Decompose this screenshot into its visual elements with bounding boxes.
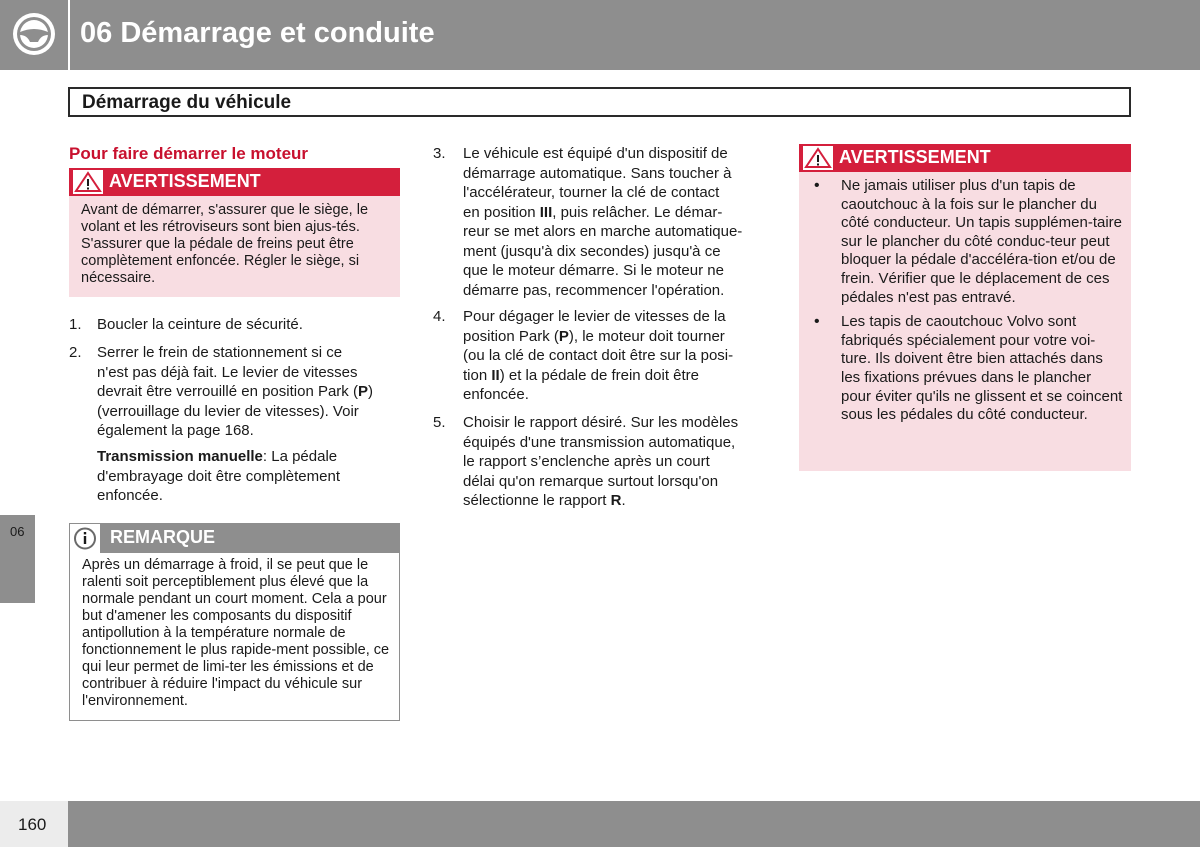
section-title-box [68,87,1131,117]
step-line: démarrage automatique. Sans toucher à [463,164,732,182]
list-item: • Ne jamais utiliser plus d'un tapis de caoutchouc à la fois sur le plancher du côté conducteur. Un tapis supplémen-taire sur le plancher du côté conduc-teur peut bloquer la pédale d'accéléra-tion et/ou de frein. Vérifier que le déplacement de ces pédales n'est pas entravé. [811,177,1123,307]
step-line: reur se met alors en marche automatique- [463,223,743,240]
info-icon [70,524,100,553]
step-line: (ou la clé de contact doit être sur la posi- [463,347,734,364]
manual-transmission-text: : La pédale [262,448,338,465]
step-line: devrait être verrouillé en position Park ( [97,383,358,400]
step-text [463,307,773,405]
step-line: l'accélérateur, tourner la clé de contact [463,184,720,201]
step-number: 3. [433,145,446,162]
step-line: démarre pas, recommencer l'opération. [463,281,725,299]
manual-transmission-label: Transmission manuelle [97,448,263,465]
chapter-icon-area [0,0,68,70]
chapter-header [70,0,1200,70]
steering-wheel-icon [11,11,57,57]
step-line: en position III, puis relâcher. Le démar- [463,203,723,221]
step-line: enfoncée. [463,386,529,403]
warning-header [799,144,1131,172]
note-text: Après un démarrage à froid, il se peut que le ralenti soit perceptiblement plus élevé que la normale pendant un court moment. Cela a pour but d'amener les composants du dispositif antipollution à la température normale de fonctionnement le plus rapide-ment possible, ce qui leur permet de limi-ter les émissions et de contribuer à réduire l'impact du véhicule sur l'environnement. [82,557,390,709]
park-symbol: P [558,327,569,345]
warning-triangle-icon [73,170,103,194]
step-number: 4. [433,308,446,325]
note-title: REMARQUE [110,527,216,547]
park-symbol: P [357,383,368,400]
step-line: tion II) et la pédale de frein doit être [463,366,699,384]
step-line: Serrer le frein de stationnement si ce [97,344,343,361]
step-line: ment (jusqu'à dix secondes) jusqu'à ce [463,242,721,260]
step-line: sélectionne le rapport R. [463,492,626,509]
list-item: • Les tapis de caoutchouc Volvo sont fabriqués spécialement pour votre voi-ture. Ils doivent être bien attachés dans les fixations prévues dans le plancher pour éviter qu'ils ne glissent et se coincent sous les pédales du côté conducteur. [811,313,1123,425]
reverse-gear-symbol: R [610,492,622,509]
step-line: Choisir le rapport désiré. Sur les modèles [463,414,739,431]
step-line: que le moteur démarre. Si le moteur ne [463,262,724,279]
chapter-title: 06 Démarrage et conduite [80,17,435,49]
manual-transmission-note [97,447,402,506]
warning-text: Avant de démarrer, s'assurer que le siège, le volant et les rétroviseurs sont bien ajus-tés. S'assurer que la pédale de freins peut être complètement enfoncée. Régler le siège, si nécessaire. [81,202,369,286]
step-line: d'embrayage doit être complètement [97,467,340,485]
step-number: 1. [69,316,82,333]
step-line: le rapport s’enclenche après un court [463,453,710,470]
warning-title: AVERTISSEMENT [839,147,991,167]
side-tab-label: 06 [10,524,25,539]
warning-triangle-icon [803,146,833,170]
warning-bullet-list [811,177,1123,431]
page-number: 160 [18,815,47,834]
chapter-side-tab [0,515,35,603]
step-text [97,315,402,335]
page-reference: également la page 168. [97,422,254,439]
step-line: équipés d'une transmission automatique, [463,433,736,451]
step-line: Le véhicule est équipé d'un dispositif de [463,145,728,162]
step-line: Boucler la ceinture de sécurité. [97,316,303,333]
step-line: n'est pas déjà fait. Le levier de vitesses [97,363,358,381]
step-line: Pour dégager le levier de vitesses de la [463,308,726,325]
step-line: délai qu'on remarque surtout lorsqu'on [463,472,719,490]
key-position-ii: II [491,366,500,384]
step-line: position Park (P), le moteur doit tourner [463,327,725,345]
step-number: 2. [69,344,82,361]
warning-box-left [69,168,400,297]
section-title: Démarrage du véhicule [82,92,292,113]
step-text [463,144,773,300]
step-line: enfoncée. [97,487,163,504]
note-box [69,523,400,721]
step-text [463,413,773,511]
step-line: devrait être verrouillé en position Park (P) [97,383,373,400]
note-header [70,524,399,553]
warning-header [69,168,400,196]
subheading: Pour faire démarrer le moteur [69,144,309,163]
step-text [97,343,402,441]
warning-title: AVERTISSEMENT [109,171,261,191]
step-line: (verrouillage du levier de vitesses). Voir [97,402,359,420]
step-number: 5. [433,414,446,431]
page-number-area [0,801,68,847]
key-position-iii: III [539,203,553,221]
footer-bar [68,801,1200,847]
